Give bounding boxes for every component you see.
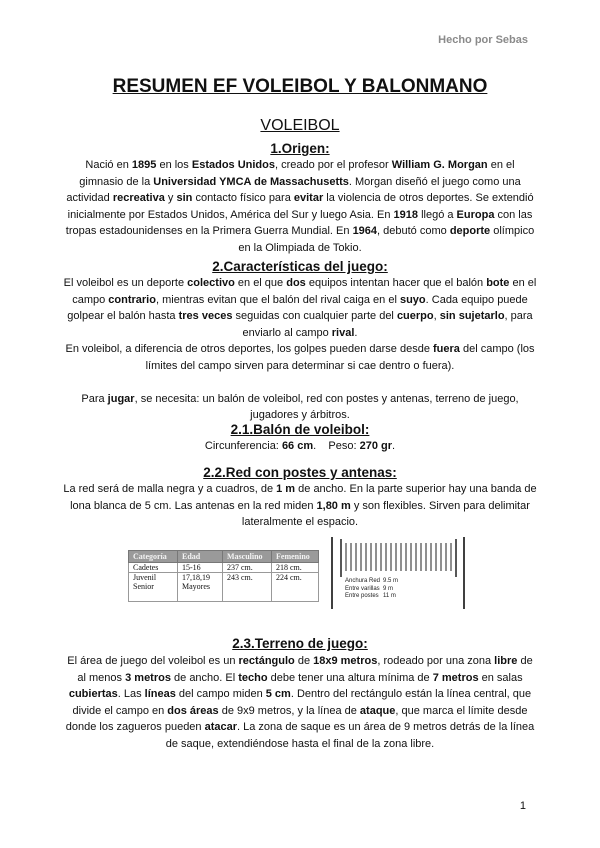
peso-value: 270 gr (359, 440, 393, 452)
circ-value: 66 cm (281, 440, 314, 452)
heading-terreno: 2.3.Terreno de juego: (232, 636, 368, 651)
table-cell: Cadetes (129, 563, 178, 573)
table-header-row (129, 551, 319, 563)
heading-origen: 1.Origen: (270, 141, 330, 156)
table-cell: 224 cm. (272, 573, 319, 602)
origen-paragraph: Nació en 1895 en los Estados Unidos, creado por el profesor William G. Morgan en el gimnasio de la Universidad YMCA de Massachusetts. Morgan diseñó el juego como una actividad recreativa y sin contacto físico para evitar la violencia de otros deportes. Se extendió inicialmente por Estados Unidos, América del Sur y luego Asia. En 1918 llegó a Europa con las tropas estadounidenses en la Primera Guerra Mundial. En 1964, debutó como deporte olímpico en la Olimpiada de Tokio. (65, 159, 535, 254)
net-legend-label: Entre postes (345, 593, 379, 599)
terreno-paragraph: El área de juego del voleibol es un rectángulo de 18x9 metros, rodeado por una zona libre de al menos 3 metros de ancho. El techo debe tener una altura mínima de 7 metros en salas cubiertas. Las líneas del campo miden 5 cm. Dentro del rectángulo están la línea central, que divide el campo en dos áreas de 9x9 metros, y la línea de ataque, que marca el límite desde donde los zagueros pueden atacar. La zona de saque es un área de 9 metros detrás de la línea de saque, extendiéndose hasta el final de la zona libre. (65, 655, 535, 750)
table-cell: 243 cm. (223, 573, 272, 602)
table-header: Masculino (223, 551, 272, 563)
document-title: RESUMEN EF VOLEIBOL Y BALONMANO (112, 76, 488, 97)
balon-specs: Circunferencia: 66 cm. Peso: 270 gr. (204, 440, 396, 452)
table-cell: 237 cm. (223, 563, 272, 573)
author-header: Hecho por Sebas (438, 34, 528, 46)
caracteristicas-paragraph: El voleibol es un deporte colectivo en el que dos equipos intentan hacer que el balón bote en el campo contrario, mientras evitan que el balón del rival caiga en el suyo. Cada equipo puede golpear el balón hasta tres veces seguidas con cualquier parte del cuerpo, sin sujetarlo, para enviarlo al campo rival. En voleibol, a diferencia de otros deportes, los golpes pueden darse desde fuera del campo (los límites del campo sirven para determinar si cae dentro o fuera). Para jugar, se necesita: un balón de voleibol, red con postes y antenas, terreno de juego, jugadores y árbitros. (63, 277, 537, 421)
table-header: Edad (178, 551, 223, 563)
net-height-table (128, 550, 319, 602)
net-legend-label: Entre varillas (345, 585, 380, 592)
table-cell: 218 cm. (272, 563, 319, 573)
heading-red: 2.2.Red con postes y antenas: (203, 465, 397, 480)
table-cell: 15-16 (178, 563, 223, 573)
heading-caracteristicas: 2.Características del juego: (212, 259, 388, 274)
red-paragraph: La red será de malla negra y a cuadros, de 1 m de ancho. En la parte superior hay una banda de lona blanca de 5 cm. Las antenas en la red miden 1,80 m y son flexibles. Sirven para delimitar lateralmente el espacio. (63, 483, 537, 528)
net-mesh-lines (346, 543, 451, 571)
net-height-table-wrapper (128, 550, 319, 602)
net-legend-value: 11 m (383, 593, 396, 599)
circ-label: Circunferencia: (204, 440, 279, 452)
peso-label: Peso: (328, 440, 357, 452)
net-legend-value: 9 m (383, 585, 394, 592)
page-number: 1 (519, 800, 526, 812)
table-header: Femenino (272, 551, 319, 563)
net-legend-value: 9.5 m (383, 578, 399, 584)
section-title: VOLEIBOL (260, 117, 340, 134)
table-row (129, 573, 319, 602)
net-legend-label: Anchura Red (345, 578, 381, 584)
table-cell: 17,18,19 Mayores (178, 573, 223, 602)
heading-balon: 2.1.Balón de voleibol: (230, 422, 370, 437)
table-cell: Juvenil Senior (129, 573, 178, 602)
table-header: Categoría (129, 551, 178, 563)
table-row (129, 563, 319, 573)
net-legend (345, 578, 398, 601)
